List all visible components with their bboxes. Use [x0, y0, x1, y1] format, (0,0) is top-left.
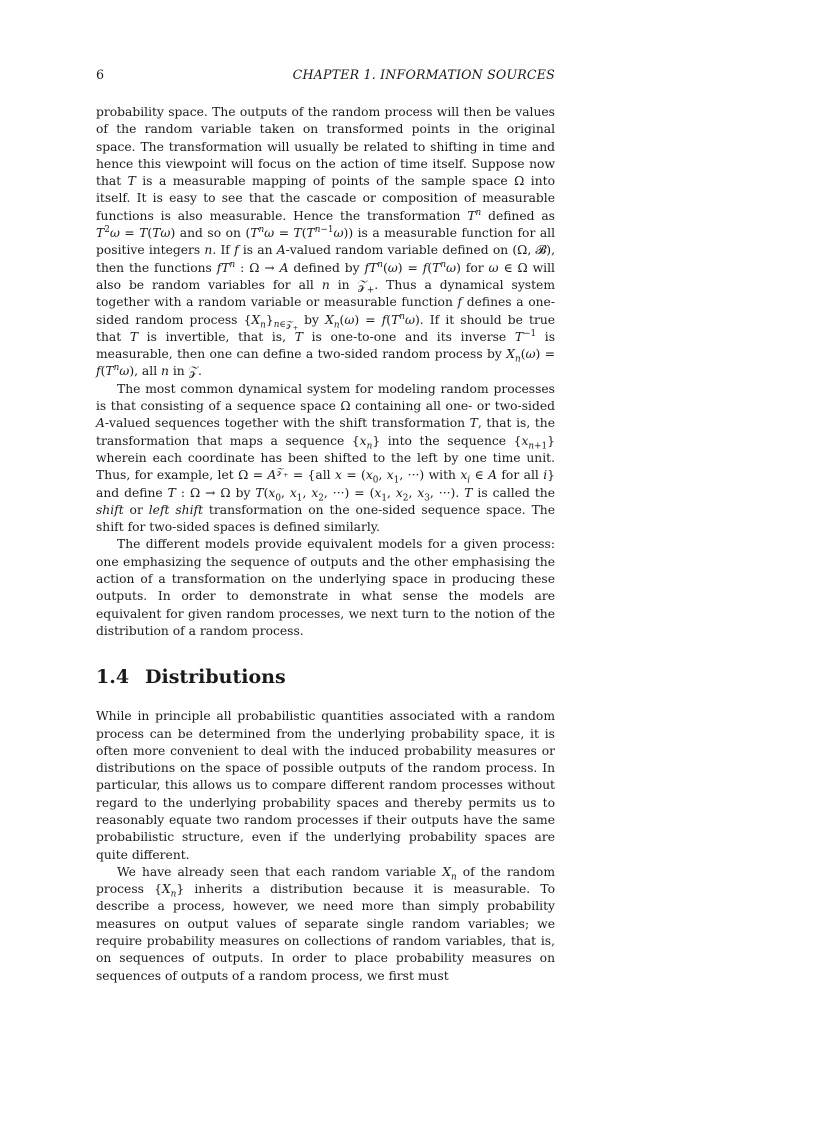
- section-number: 1.4: [96, 666, 130, 689]
- section-heading: [96, 666, 555, 688]
- section-title: Distributions: [145, 666, 286, 689]
- paragraph: While in principle all probabilistic quantities associated with a random process can be determined from the underlying probability space, it is often more convenient to deal with the induced probability measures or distributions on the space of possible outputs of the random process. In particular, this allows us to compare different random processes without regard to the underlying probability spaces and thereby permits us to reasonably equate two random processes if their outputs have the same probabilistic structure, even if the underlying probability spaces are quite different.: [96, 709, 555, 862]
- paragraph: The different models provide equivalent models for a given process: one emphasizing the sequence of outputs and the other emphasising the action of a transformation on the underlying space in producing these outputs. In order to demonstrate in what sense the models are equivalent for given random processes, we next turn to the notion of the distribution of a random process.: [96, 537, 555, 638]
- paragraph: probability space. The outputs of the random process will then be values of the random variable taken on transformed points in the original space. The transformation will usually be related to shifting in time and hence this viewpoint will focus on the action of time itself. Suppose now that T is a measurable mapping of points of the sample space Ω into itself. It is easy to see that the cascade or composition of measurable functions is also measurable. Hence the transformation $T^n$ defined as $T^2\omega = T(T\omega)$ and so on $(T^n\omega = T(T^{n-1}\omega))$ is a measurable function for all positive integers n. If f is an A-valued random variable defined on (Ω, 𝓑), then the functions $fT^n$ : Ω → A defined by $fT^n(\omega) = f(T^n\omega)$ for ω ∈ Ω will also be random variables for all n in 𝒵$_+$. Thus a dynamical system together with a random variable or measurable function f defines a one-sided random process $\{X_n\}_{n\in 𝒵_+}$ by $X_n(\omega) = f(T^n\omega)$. If it should be true that T is invertible, that is, T is one-to-one and its inverse $T^{-1}$ is measurable, then one can define a two-sided random process by $X_n(\omega) = f(T^n\omega)$, all n in 𝒵.: [96, 105, 556, 379]
- running-head: CHAPTER 1. INFORMATION SOURCES: [292, 67, 555, 82]
- page-body: [96, 104, 555, 985]
- paragraph: The most common dynamical system for modeling random processes is that consisting of a sequence space Ω containing all one- or two-sided A-valued sequences together with the shift transformation T, that is, the transformation that maps a sequence $\{x_n\}$ into the sequence $\{x_{n+1}\}$ wherein each coordinate has been shifted to the left by one time unit. Thus, for example, let $\Omega = A^{𝒵_+} = \{all$ $x = (x_0$, $x_1$, ···) with $x_i$ ∈ A for all i} and define T : Ω → Ω by $T(x_0$, $x_1$, $x_2$, ···) = ($x_1$, $x_2$, $x_3$, ···). T is called the shift or left shift transformation on the one-sided sequence space. The shift for two-sided spaces is defined similarly.: [96, 381, 555, 535]
- page-number: 6: [96, 67, 105, 82]
- page-header: [96, 66, 555, 84]
- paragraph: We have already seen that each random variable $X_n$ of the random process $\{X_n\}$ inherits a distribution because it is measurable. To describe a process, however, we need more than simply probability measures on output values of separate single random variables; we require probability measures on collections of random variables, that is, on sequences of outputs. In order to place probability measures on sequences of outputs of a random process, we first must: [96, 864, 555, 983]
